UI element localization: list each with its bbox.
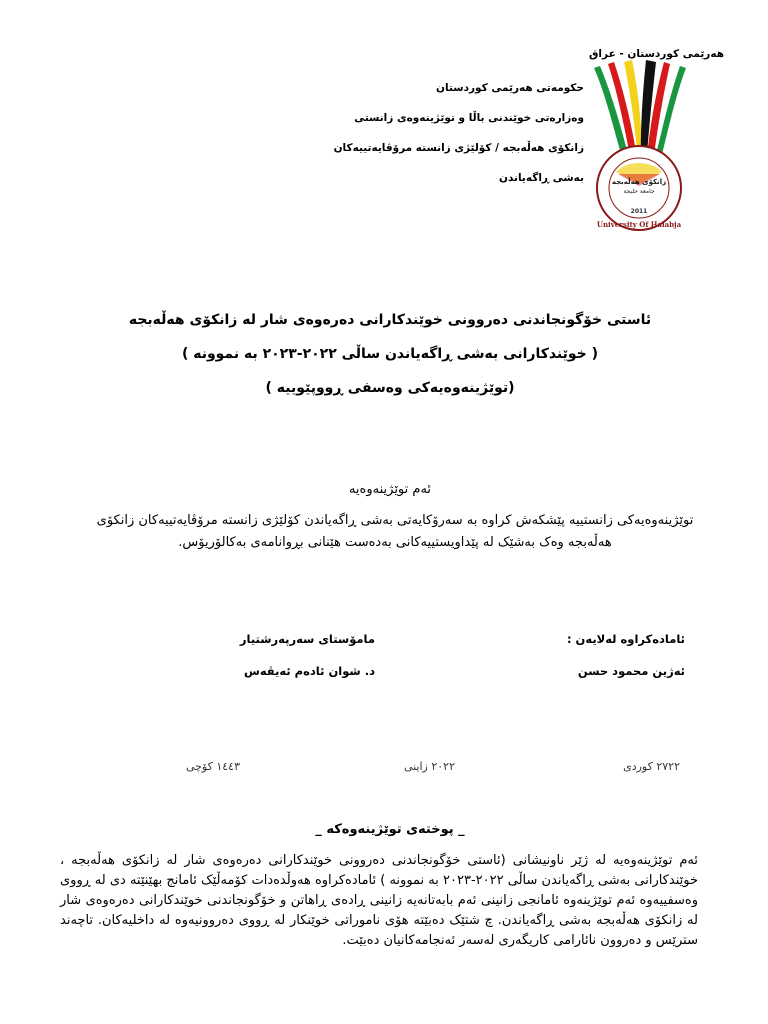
student-name: ئەژین محمود حسن — [577, 664, 685, 678]
logo-year: 2011 — [630, 208, 648, 215]
research-heading: ئەم توێژینەوەیە — [348, 482, 432, 497]
author-names-row — [130, 664, 685, 684]
supervisor-label: مامۆستای سەرپەرشتیار — [239, 632, 375, 646]
logo-arabic-text: جامعة حلبجة — [623, 188, 655, 195]
department-line: بەشی ڕاگەیاندن — [499, 172, 584, 184]
thesis-title-line-3: (توێژینەوەیەکی وەسفی ڕووپێوییە ) — [265, 380, 515, 396]
dates-row — [185, 760, 680, 780]
thesis-title-line-2: ( خوێندکارانی بەشی ڕاگەیاندن ساڵی ٢٠٢٢-٢٠٢٣ بە نموونە ) — [181, 346, 599, 362]
logo-english-text: University Of Halabja — [596, 220, 682, 229]
ministry-line: وەزارەتی خوێندنی باڵا و توێژینەوەی زانستی — [354, 112, 584, 124]
university-logo — [586, 60, 692, 232]
date-kurdish: ٢٧٢٢ کوردی — [623, 760, 680, 773]
college-line: زانکۆی هەڵەبجە / کۆلێژی زانستە مرۆڤایەتییەکان — [333, 142, 584, 154]
university-logo-icon — [586, 60, 692, 232]
government-line: حکومەتی هەرێمی کوردستان — [436, 82, 584, 94]
abstract-heading: _ پوختەی توێژینەوەکە _ — [315, 822, 465, 837]
thesis-title-line-1: ئاستی خۆگونجاندنی دەروونی خوێندکارانی دەرەوەی شار لە زانکۆی هەڵەبجە — [128, 312, 652, 328]
supervisor-name: د. شوان ئادەم ئەیڤەس — [243, 664, 375, 678]
abstract-body: ئەم توێژینەوەیە لە ژێر ناونیشانی (ئاستی خۆگونجاندنی دەروونی خوێندکارانی دەرەوەی شار لە زانکۆی هەڵەبجە ، خوێندکارانی بەشی ڕاگەیاندن ساڵی ٢٠٢٢-٢٠٢٣ بە نموونە ) ئامادەکراوە هەوڵدەدات کۆمەڵێک ئامانج بهێنێتە دی لە ڕووی وەسفییەوە ئەم توێژینەوە ئامانجی زانینی ئەم بابەتانەیە زانینی ڕادەی ڕاهاتن و خۆگونجاندنی خوێندکارانی دەرەوەی شار لە زانکۆی هەڵەبجە بەشی ڕاگەیاندن. چ شتێک دەبێتە هۆی ناموراتی خوێنکار لە ڕووی دەروونیەوە لە داخلیەکان. تاچەند سترێس و دەروون نائارامی کاریگەری لەسەر ئەنجامەکانیان دەبێت. — [59, 853, 698, 948]
prepared-by-label: ئامادەکراوە لەلایەن : — [566, 632, 685, 646]
research-description: توێژینەوەیەکی زانستییە پێشکەش کراوە بە سەرۆکایەتی بەشی ڕاگەیاندن کۆلێژی زانستە مرۆڤایەتییەکان زانکۆی هەڵەبجە وەک بەشێک لە پێداویستییەکانی بەدەست هێنانی بڕوانامەی بەکالۆریۆس. — [96, 513, 694, 550]
logo-kurdish-text: زانکۆی هەڵەبجە — [611, 178, 667, 186]
date-gregorian: ٢٠٢٢ زاینی — [403, 760, 455, 773]
date-hijri: ١٤٤٣ کۆچی — [185, 760, 240, 773]
author-labels-row — [130, 632, 685, 652]
region-line: هەرێمی کوردستان - عراق — [589, 48, 724, 60]
